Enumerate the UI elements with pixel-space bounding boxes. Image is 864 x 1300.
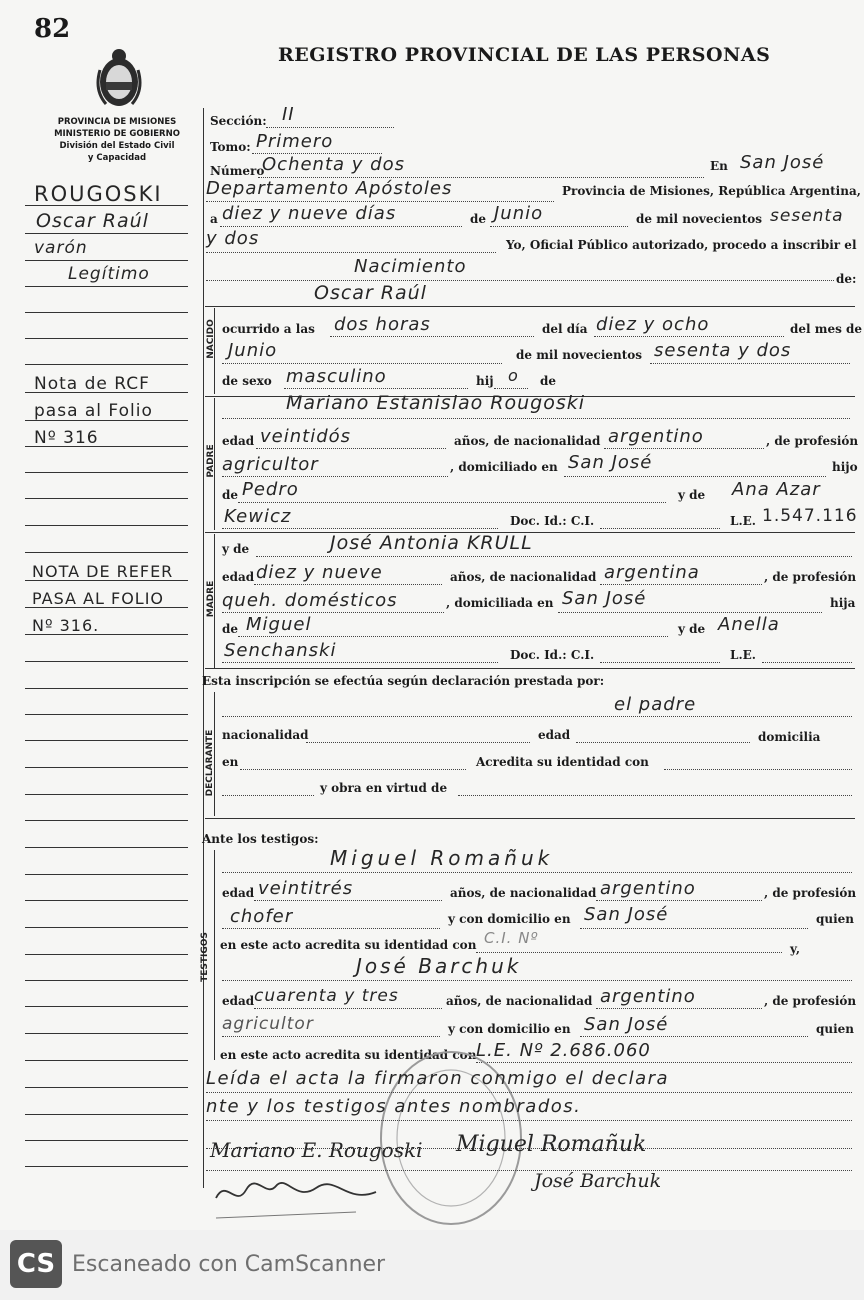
seccion-value: II (282, 104, 295, 125)
margin-note2-line3: Nº 316. (32, 616, 100, 635)
padre-edad-value: veintidós (260, 426, 352, 447)
madre-de-label: de (222, 622, 239, 636)
padre-y-de-label: y de (678, 488, 706, 502)
nacido-name: Oscar Raúl (314, 282, 427, 304)
declarante-obra-label: y obra en virtud de (320, 781, 448, 795)
margin-note1-line3: Nº 316 (34, 428, 99, 448)
agency-line1: PROVINCIA DE MISIONES (57, 117, 177, 127)
testigo2-dom-label: y con domicilio en (448, 1022, 571, 1036)
margin-sex: varón (34, 238, 88, 258)
madre-name: José Antonia KRULL (330, 532, 533, 554)
en-label: En (710, 159, 728, 173)
testigo2-name: José Barchuk (356, 954, 522, 978)
padre-doc-label: Doc. Id.: C.I. (510, 514, 595, 528)
declarante-en-label: en (222, 755, 239, 769)
mil-label: de mil novecientos (636, 212, 763, 226)
padre-prof-value: agricultor (222, 454, 319, 475)
testigo1-edad: veintitrés (258, 878, 354, 899)
testigo2-prof: agricultor (222, 1014, 314, 1034)
padre-de-label: de (222, 488, 239, 502)
del-mes-label: del mes de (790, 322, 863, 336)
testigo1-dom-label: y con domicilio en (448, 912, 571, 926)
coat-of-arms-emblem (92, 40, 146, 112)
padre-mother-value-2: Kewicz (224, 506, 292, 527)
tomo-value: Primero (256, 131, 334, 152)
nacido-dia-value: diez y ocho (596, 314, 710, 335)
camscanner-text: Escaneado con CamScanner (72, 1252, 386, 1277)
testigo1-nac-label: años, de nacionalidad (450, 886, 597, 900)
signature-declarante: Mariano E. Rougoski (210, 1138, 423, 1162)
sexo-label: de sexo (222, 374, 272, 388)
margin-note2-line1: NOTA DE REFER (32, 562, 174, 581)
testigo1-name: Miguel Romañuk (330, 846, 554, 870)
testigos-section-label: TESTIGOS (200, 932, 210, 982)
testigo2-nac: argentino (600, 986, 696, 1007)
testigo1-y-label: y, (790, 942, 801, 956)
madre-prof-label: , de profesión (764, 570, 857, 584)
closing-line2: nte y los testigos antes nombrados. (206, 1096, 582, 1117)
madre-y-de2-label: y de (678, 622, 706, 636)
testigo2-acr-label: en este acto acredita su identidad con (220, 1048, 477, 1062)
anio-value-1: sesenta (770, 206, 844, 226)
testigo1-prof-label: , de profesión (764, 886, 857, 900)
padre-section-label: PADRE (206, 444, 216, 478)
testigo2-quien-label: quien (816, 1022, 855, 1036)
testigo2-prof-label: , de profesión (764, 994, 857, 1008)
signature-testigo2: José Barchuk (534, 1170, 662, 1192)
page-number: 82 (34, 14, 71, 44)
madre-edad-value: diez y nueve (256, 562, 383, 583)
madre-nac-label: años, de nacionalidad (450, 570, 597, 584)
camscanner-logo-text: CS (16, 1249, 56, 1279)
testigo2-nac-label: años, de nacionalidad (446, 994, 593, 1008)
nacido-section-label: NACIDO (206, 319, 216, 359)
hij-label: hij (476, 374, 494, 388)
testigo1-dom: San José (584, 904, 669, 925)
testigo1-edad-label: edad (222, 886, 255, 900)
acto-value: Nacimiento (354, 256, 467, 277)
declarante-edad-label: edad (538, 728, 571, 742)
madre-prof-value: queh. domésticos (222, 590, 398, 611)
official-signature-scribble (206, 1168, 386, 1224)
padre-prof-label: , de profesión (766, 434, 859, 448)
hij-value: o (508, 366, 519, 385)
padre-father-value: Pedro (242, 479, 299, 500)
signature-testigo1: Miguel Romañuk (456, 1132, 647, 1157)
document-title: REGISTRO PROVINCIAL DE LAS PERSONAS (278, 44, 771, 66)
ocurrido-label: ocurrido a las (222, 322, 315, 336)
margin-status: Legítimo (68, 264, 150, 284)
madre-edad-label: edad (222, 570, 255, 584)
declarante-nacionalidad-label: nacionalidad (222, 728, 309, 742)
declarante-intro-label: Esta inscripción se efectúa según declaración prestada por: (202, 674, 605, 688)
madre-hija-label: hija (830, 596, 856, 610)
numero-label: Número (210, 164, 265, 178)
nacido-anio-value: sesenta y dos (654, 340, 792, 361)
madre-mother-value: Anella (718, 614, 780, 635)
testigo1-prof: chofer (230, 906, 294, 927)
declarante-domicilia-label: domicilia (758, 730, 821, 744)
margin-note2-line2: PASA AL FOLIO (32, 589, 165, 608)
testigo2-edad-label: edad (222, 994, 255, 1008)
de-colon: de: (836, 272, 857, 286)
main-vertical-rule (203, 108, 204, 1188)
padre-nac-value: argentino (608, 426, 704, 447)
padre-edad-label: edad (222, 434, 255, 448)
agency-block (38, 116, 196, 164)
testigo1-doc: C.I. Nº (484, 929, 539, 947)
anio-value-2: y dos (206, 228, 260, 249)
padre-name: Mariano Estanislao Rougoski (286, 392, 586, 414)
madre-nac-value: argentina (604, 562, 700, 583)
numero-value: Ochenta y dos (262, 154, 405, 175)
nacido-mil-label: de mil novecientos (516, 348, 643, 362)
madre-le-label: L.E. (730, 648, 756, 662)
padre-dom-value: San José (568, 452, 653, 473)
madre-doc-label: Doc. Id.: C.I. (510, 648, 595, 662)
testigo1-quien-label: quien (816, 912, 855, 926)
madre-dom-value: San José (562, 588, 647, 609)
testigo1-nac: argentino (600, 878, 696, 899)
seccion-label: Sección: (210, 114, 267, 128)
madre-section-label: MADRE (206, 580, 216, 618)
testigo1-acr-label: en este acto acredita su identidad con (220, 938, 477, 952)
agency-line4: y Capacidad (87, 153, 147, 163)
padre-nac-label: años, de nacionalidad (454, 434, 601, 448)
padre-le-value: 1.547.116 (762, 506, 858, 526)
agency-line3: División del Estado Civil (59, 141, 175, 151)
declarante-acredita-label: Acredita su identidad con (476, 755, 649, 769)
padre-hijo-label: hijo (832, 460, 858, 474)
de-label: de (470, 212, 487, 226)
margin-surname: ROUGOSKI (34, 182, 163, 206)
departamento-value: Departamento Apóstoles (206, 178, 453, 199)
oficial-label: Yo, Oficial Público autorizado, procedo a inscribir el (506, 238, 857, 252)
padre-dom-label: , domiciliado en (450, 460, 558, 474)
agency-line2: MINISTERIO DE GOBIERNO (54, 129, 180, 139)
nacido-de-label: de (540, 374, 557, 388)
madre-dom-label: , domiciliada en (446, 596, 554, 610)
madre-father-value: Miguel (246, 614, 312, 635)
madre-mother-value-2: Senchanski (224, 640, 337, 661)
a-label: a (210, 212, 218, 226)
margin-given-names: Oscar Raúl (36, 210, 149, 232)
testigo2-dom: San José (584, 1014, 669, 1035)
en-value: San José (740, 152, 825, 173)
declarante-value: el padre (614, 694, 697, 715)
provincia-label: Provincia de Misiones, República Argentina, (562, 184, 861, 198)
dia-value: diez y nueve días (222, 203, 397, 224)
hora-value: dos horas (334, 314, 431, 335)
testigo2-edad: cuarenta y tres (254, 986, 399, 1006)
camscanner-footer (0, 1230, 864, 1300)
mes-value: Junio (494, 203, 544, 224)
del-dia-label: del día (542, 322, 588, 336)
sexo-value: masculino (286, 366, 387, 387)
padre-le-label: L.E. (730, 514, 756, 528)
tomo-label: Tomo: (210, 140, 251, 154)
camscanner-logo-icon (10, 1240, 62, 1288)
margin-note1-line1: Nota de RCF (34, 374, 150, 394)
margin-note1-line2: pasa al Folio (34, 401, 153, 421)
madre-y-de-label: y de (222, 542, 250, 556)
closing-line1: Leída el acta la firmaron conmigo el declara (206, 1068, 670, 1089)
nacido-mes-value: Junio (228, 340, 278, 361)
padre-mother-value-1: Ana Azar (732, 479, 821, 500)
testigo2-doc: L.E. Nº 2.686.060 (476, 1040, 651, 1061)
testigos-intro-label: Ante los testigos: (202, 832, 319, 846)
declarante-section-label: DECLARANTE (205, 729, 215, 797)
